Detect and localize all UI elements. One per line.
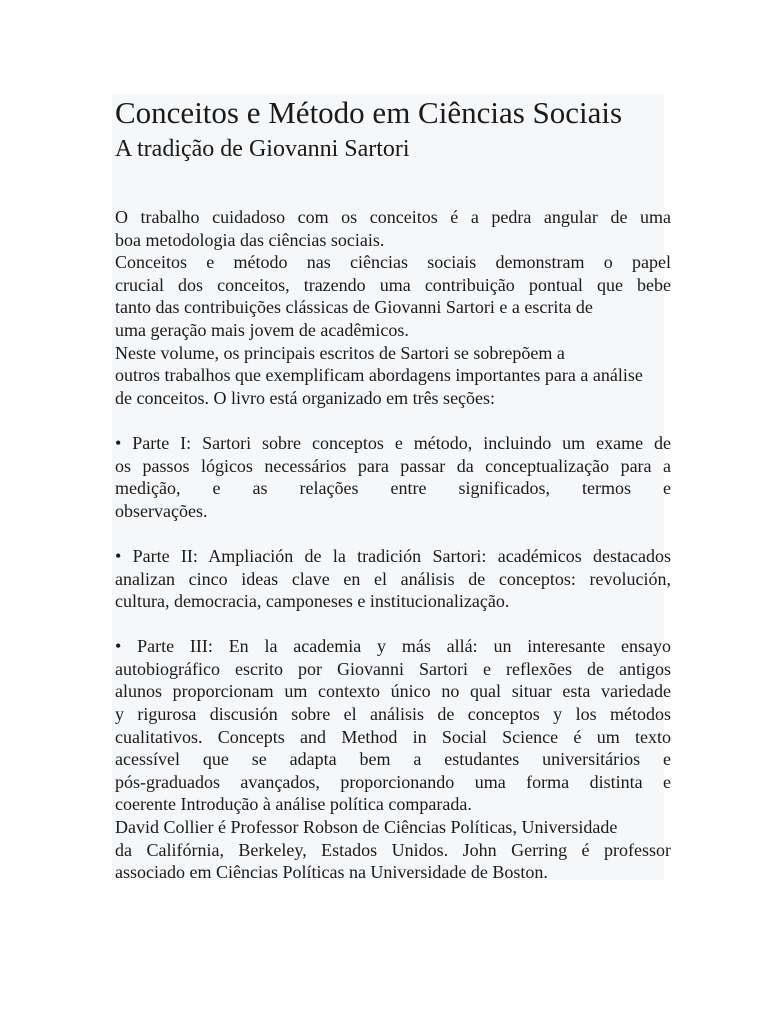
text-line: observações. bbox=[115, 500, 208, 521]
text-line: da Califórnia, Berkeley, Estados Unidos. John Gerring é professor bbox=[115, 839, 671, 860]
text-line: autobiográfico escrito por Giovanni Sartori e reflexões de antigos bbox=[115, 658, 671, 679]
document-subtitle: A tradição de Giovanni Sartori bbox=[115, 136, 410, 162]
text-line: O trabalho cuidadoso com os conceitos é a pedra angular de uma bbox=[115, 207, 671, 227]
text-line: tanto das contribuições clássicas de Giovanni Sartori e a escrita de bbox=[115, 297, 593, 318]
document-body bbox=[115, 206, 671, 884]
text-line: David Collier é Professor Robson de Ciências Políticas, Universidade bbox=[115, 817, 618, 838]
text-line: de conceitos. O livro está organizado em três seções: bbox=[115, 387, 496, 408]
text-line: acessível que se adapta bem a estudantes universitários e bbox=[115, 749, 671, 770]
bullet-part-2 bbox=[115, 545, 671, 613]
text-line: pós-graduados avançados, proporcionando uma forma distinta e bbox=[115, 771, 671, 792]
text-line: medição, e as relações entre significados, termos e bbox=[115, 478, 671, 499]
text-line: Conceitos e método nas ciências sociais demonstram o papel bbox=[115, 252, 671, 273]
text-line: crucial dos conceitos, trazendo uma contribuição pontual que bebe bbox=[115, 274, 671, 295]
text-line: cualitativos. Concepts and Method in Social Science é um texto bbox=[115, 726, 671, 747]
text-line: boa metodologia das ciências sociais. bbox=[115, 229, 385, 250]
paragraph-authors bbox=[115, 816, 671, 884]
text-line: analizan cinco ideas clave en el análisis de conceptos: revolución, bbox=[115, 568, 671, 589]
paragraph-gap bbox=[115, 613, 671, 636]
text-line: • Parte I: Sartori sobre conceptos e método, incluindo um exame de bbox=[115, 432, 671, 453]
text-line: associado em Ciências Políticas na Universidade de Boston. bbox=[115, 862, 548, 883]
text-line: Neste volume, os principais escritos de Sartori se sobrepõem a bbox=[115, 342, 565, 363]
paragraph-gap bbox=[115, 522, 671, 545]
text-line: alunos proporcionam um contexto único no qual situar esta variedade bbox=[115, 681, 671, 702]
text-line: uma geração mais jovem de acadêmicos. bbox=[115, 319, 409, 340]
paragraph-intro bbox=[115, 206, 671, 251]
paragraph-volume bbox=[115, 342, 671, 410]
text-line: y rigurosa discusión sobre el análisis de conceptos y los métodos bbox=[115, 704, 671, 725]
bullet-part-1 bbox=[115, 432, 671, 522]
text-line: os passos lógicos necessários para passar da conceptualização para a bbox=[115, 455, 671, 476]
paragraph-gap bbox=[115, 409, 671, 432]
text-line: outros trabalhos que exemplificam abordagens importantes para a análise bbox=[115, 365, 643, 386]
text-line: • Parte II: Ampliación de la tradición Sartori: académicos destacados bbox=[115, 545, 671, 566]
bullet-part-3 bbox=[115, 635, 671, 816]
text-line: cultura, democracia, camponeses e institucionalização. bbox=[115, 591, 510, 612]
document-title: Conceitos e Método em Ciências Sociais bbox=[115, 95, 623, 130]
paragraph-concepts bbox=[115, 251, 671, 341]
text-line: coerente Introdução à análise política comparada. bbox=[115, 794, 472, 815]
text-line: • Parte III: En la academia y más allá: un interesante ensayo bbox=[115, 636, 671, 657]
